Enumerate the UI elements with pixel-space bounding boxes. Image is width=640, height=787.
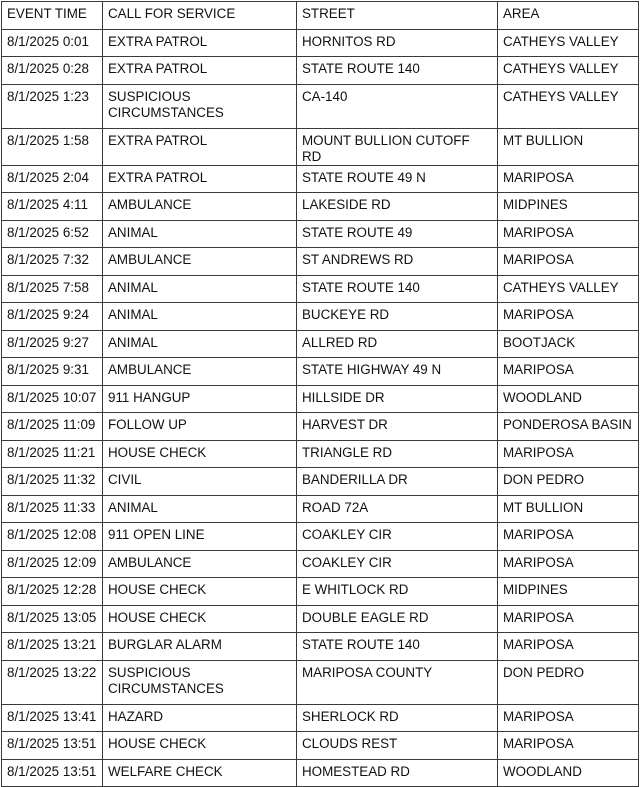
cell-area: DON PEDRO (498, 468, 639, 496)
cell-street: HARVEST DR (297, 413, 498, 441)
cell-event-time: 8/1/2025 10:07 (2, 385, 103, 413)
cell-event-time: 8/1/2025 4:11 (2, 193, 103, 221)
cell-area: MARIPOSA (498, 220, 639, 248)
cell-event-time: 8/1/2025 7:58 (2, 275, 103, 303)
table-row (2, 759, 639, 787)
cell-street: HOMESTEAD RD (297, 759, 498, 787)
cell-event-time: 8/1/2025 0:01 (2, 29, 103, 57)
table-row (2, 303, 639, 331)
table-row (2, 660, 639, 704)
cell-call-for-service: EXTRA PATROL (103, 29, 297, 57)
cell-call-for-service: EXTRA PATROL (103, 128, 297, 165)
cell-area: MARIPOSA (498, 303, 639, 331)
cell-call-for-service: HOUSE CHECK (103, 440, 297, 468)
table-row (2, 275, 639, 303)
cell-call-for-service: EXTRA PATROL (103, 165, 297, 193)
table-row (2, 165, 639, 193)
cell-area: BOOTJACK (498, 330, 639, 358)
cell-event-time: 8/1/2025 13:22 (2, 660, 103, 704)
cell-area: DON PEDRO (498, 660, 639, 704)
cell-street: STATE ROUTE 140 (297, 275, 498, 303)
table-body (2, 29, 639, 787)
cell-call-for-service: EXTRA PATROL (103, 57, 297, 85)
header-call-for-service: CALL FOR SERVICE (103, 2, 297, 30)
cell-area: MARIPOSA (498, 605, 639, 633)
table-row (2, 330, 639, 358)
cell-call-for-service: ANIMAL (103, 495, 297, 523)
cell-area: MARIPOSA (498, 523, 639, 551)
table-row (2, 440, 639, 468)
cell-area: MARIPOSA (498, 550, 639, 578)
cell-event-time: 8/1/2025 9:24 (2, 303, 103, 331)
cell-event-time: 8/1/2025 13:41 (2, 704, 103, 732)
cell-call-for-service: 911 HANGUP (103, 385, 297, 413)
header-street: STREET (297, 2, 498, 30)
cell-street: CLOUDS REST (297, 732, 498, 760)
table-row (2, 704, 639, 732)
cell-call-for-service: HOUSE CHECK (103, 578, 297, 606)
cell-event-time: 8/1/2025 1:58 (2, 128, 103, 165)
cell-call-for-service: SUSPICIOUS CIRCUMSTANCES (103, 660, 297, 704)
cell-event-time: 8/1/2025 1:23 (2, 84, 103, 128)
header-row (2, 2, 639, 30)
cell-call-for-service: 911 OPEN LINE (103, 523, 297, 551)
cell-area: WOODLAND (498, 385, 639, 413)
cell-event-time: 8/1/2025 13:51 (2, 759, 103, 787)
table-row (2, 248, 639, 276)
cell-event-time: 8/1/2025 11:32 (2, 468, 103, 496)
cell-area: MARIPOSA (498, 248, 639, 276)
table-row (2, 495, 639, 523)
cell-street: DOUBLE EAGLE RD (297, 605, 498, 633)
cell-street: HORNITOS RD (297, 29, 498, 57)
cell-call-for-service: FOLLOW UP (103, 413, 297, 441)
cell-area: WOODLAND (498, 759, 639, 787)
cell-call-for-service: AMBULANCE (103, 550, 297, 578)
cell-street: COAKLEY CIR (297, 550, 498, 578)
table-row (2, 193, 639, 221)
cell-street: MARIPOSA COUNTY (297, 660, 498, 704)
cell-event-time: 8/1/2025 6:52 (2, 220, 103, 248)
cell-event-time: 8/1/2025 13:21 (2, 633, 103, 661)
table-row (2, 128, 639, 165)
cell-area: CATHEYS VALLEY (498, 57, 639, 85)
cell-event-time: 8/1/2025 7:32 (2, 248, 103, 276)
cell-area: MIDPINES (498, 578, 639, 606)
cell-street: STATE HIGHWAY 49 N (297, 358, 498, 386)
cell-area: MARIPOSA (498, 732, 639, 760)
table-row (2, 523, 639, 551)
table-row (2, 29, 639, 57)
cell-event-time: 8/1/2025 2:04 (2, 165, 103, 193)
cell-event-time: 8/1/2025 12:08 (2, 523, 103, 551)
cell-event-time: 8/1/2025 11:21 (2, 440, 103, 468)
table-row (2, 578, 639, 606)
table-row (2, 413, 639, 441)
cell-event-time: 8/1/2025 11:33 (2, 495, 103, 523)
cell-area: CATHEYS VALLEY (498, 29, 639, 57)
cell-area: CATHEYS VALLEY (498, 275, 639, 303)
table-row (2, 358, 639, 386)
cell-call-for-service: HOUSE CHECK (103, 732, 297, 760)
cell-area: CATHEYS VALLEY (498, 84, 639, 128)
cell-call-for-service: AMBULANCE (103, 248, 297, 276)
table-row (2, 84, 639, 128)
cell-area: MARIPOSA (498, 440, 639, 468)
cell-area: PONDEROSA BASIN (498, 413, 639, 441)
cell-street: CA-140 (297, 84, 498, 128)
cell-area: MIDPINES (498, 193, 639, 221)
cell-street: LAKESIDE RD (297, 193, 498, 221)
header-event-time: EVENT TIME (2, 2, 103, 30)
cell-street: COAKLEY CIR (297, 523, 498, 551)
cell-call-for-service: WELFARE CHECK (103, 759, 297, 787)
cell-call-for-service: ANIMAL (103, 220, 297, 248)
table-row (2, 468, 639, 496)
table-row (2, 550, 639, 578)
cell-event-time: 8/1/2025 9:27 (2, 330, 103, 358)
cell-street: TRIANGLE RD (297, 440, 498, 468)
table-row (2, 732, 639, 760)
cell-event-time: 8/1/2025 9:31 (2, 358, 103, 386)
cell-street: MOUNT BULLION CUTOFF RD (297, 128, 498, 165)
cell-street: ALLRED RD (297, 330, 498, 358)
cell-call-for-service: AMBULANCE (103, 193, 297, 221)
header-area: AREA (498, 2, 639, 30)
cell-call-for-service: ANIMAL (103, 330, 297, 358)
cell-street: ROAD 72A (297, 495, 498, 523)
table-row (2, 605, 639, 633)
cell-call-for-service: SUSPICIOUS CIRCUMSTANCES (103, 84, 297, 128)
cell-event-time: 8/1/2025 0:28 (2, 57, 103, 85)
cell-call-for-service: HAZARD (103, 704, 297, 732)
cell-area: MARIPOSA (498, 358, 639, 386)
call-log-table (1, 1, 639, 787)
cell-street: HILLSIDE DR (297, 385, 498, 413)
cell-area: MT BULLION (498, 128, 639, 165)
cell-event-time: 8/1/2025 13:05 (2, 605, 103, 633)
cell-street: STATE ROUTE 49 (297, 220, 498, 248)
cell-street: STATE ROUTE 140 (297, 57, 498, 85)
cell-street: STATE ROUTE 140 (297, 633, 498, 661)
cell-call-for-service: ANIMAL (103, 275, 297, 303)
cell-street: E WHITLOCK RD (297, 578, 498, 606)
cell-street: BANDERILLA DR (297, 468, 498, 496)
table-row (2, 633, 639, 661)
cell-street: SHERLOCK RD (297, 704, 498, 732)
cell-event-time: 8/1/2025 12:09 (2, 550, 103, 578)
cell-area: MARIPOSA (498, 633, 639, 661)
cell-call-for-service: BURGLAR ALARM (103, 633, 297, 661)
cell-street: STATE ROUTE 49 N (297, 165, 498, 193)
cell-call-for-service: AMBULANCE (103, 358, 297, 386)
cell-event-time: 8/1/2025 12:28 (2, 578, 103, 606)
cell-event-time: 8/1/2025 13:51 (2, 732, 103, 760)
cell-area: MARIPOSA (498, 704, 639, 732)
cell-call-for-service: CIVIL (103, 468, 297, 496)
cell-call-for-service: HOUSE CHECK (103, 605, 297, 633)
table-row (2, 220, 639, 248)
cell-call-for-service: ANIMAL (103, 303, 297, 331)
cell-street: ST ANDREWS RD (297, 248, 498, 276)
table-row (2, 57, 639, 85)
cell-area: MARIPOSA (498, 165, 639, 193)
cell-street: BUCKEYE RD (297, 303, 498, 331)
table-row (2, 385, 639, 413)
cell-area: MT BULLION (498, 495, 639, 523)
cell-event-time: 8/1/2025 11:09 (2, 413, 103, 441)
